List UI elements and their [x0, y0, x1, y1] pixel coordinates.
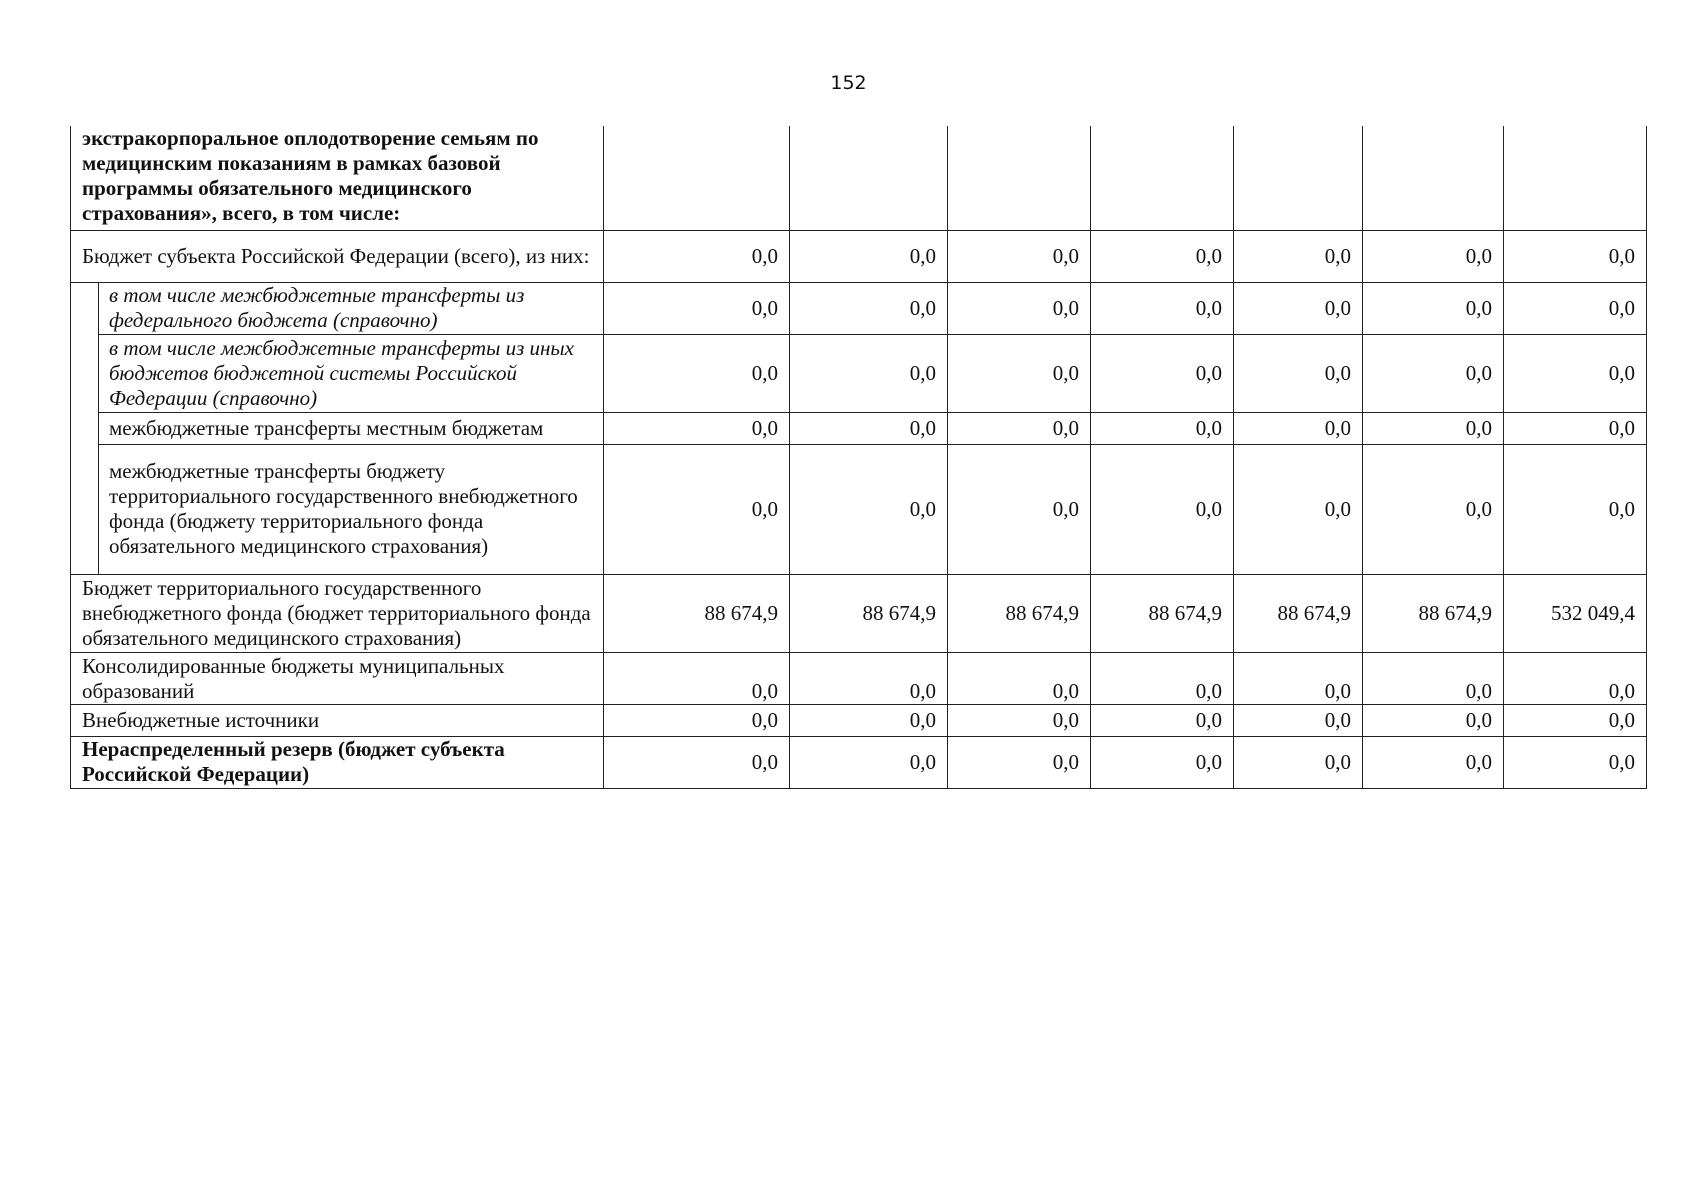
value-cell: 0,0	[1234, 412, 1363, 444]
value-cell: 0,0	[1234, 230, 1363, 282]
value-cell: 0,0	[604, 736, 790, 788]
value-cell: 0,0	[1234, 736, 1363, 788]
value-cell: 0,0	[1363, 412, 1504, 444]
indent-cell	[71, 282, 99, 574]
value-cell: 0,0	[1363, 334, 1504, 412]
row-label: межбюджетные трансферты местным бюджетам	[99, 412, 604, 444]
value-cell: 0,0	[1091, 412, 1234, 444]
value-cell: 0,0	[1504, 736, 1647, 788]
value-cell: 0,0	[1504, 652, 1647, 704]
value-cell	[948, 126, 1091, 230]
value-cell: 88 674,9	[948, 574, 1091, 652]
table-row	[71, 444, 1647, 574]
value-cell: 0,0	[1363, 444, 1504, 574]
value-cell: 0,0	[1234, 282, 1363, 334]
value-cell: 0,0	[948, 652, 1091, 704]
value-cell: 88 674,9	[1234, 574, 1363, 652]
value-cell: 0,0	[790, 704, 948, 736]
value-cell: 0,0	[790, 444, 948, 574]
table-row	[71, 334, 1647, 412]
value-cell: 0,0	[604, 704, 790, 736]
row-label: Бюджет субъекта Российской Федерации (всего), из них:	[71, 230, 604, 282]
row-label: в том числе межбюджетные трансферты из федерального бюджета (справочно)	[99, 282, 604, 334]
value-cell: 88 674,9	[1091, 574, 1234, 652]
value-cell: 0,0	[1091, 334, 1234, 412]
value-cell: 0,0	[1363, 282, 1504, 334]
row-label: Нераспределенный резерв (бюджет субъекта Российской Федерации)	[71, 736, 604, 788]
table-row	[71, 126, 1647, 230]
value-cell: 0,0	[1234, 334, 1363, 412]
value-cell: 0,0	[1234, 444, 1363, 574]
value-cell: 0,0	[790, 230, 948, 282]
value-cell: 0,0	[604, 652, 790, 704]
value-cell: 0,0	[1363, 704, 1504, 736]
value-cell	[1091, 126, 1234, 230]
value-cell: 88 674,9	[604, 574, 790, 652]
value-cell: 0,0	[1234, 704, 1363, 736]
value-cell	[1234, 126, 1363, 230]
value-cell: 0,0	[604, 444, 790, 574]
row-label: в том числе межбюджетные трансферты из иных бюджетов бюджетной системы Российской Федерации (справочно)	[99, 334, 604, 412]
value-cell: 0,0	[790, 736, 948, 788]
value-cell: 0,0	[948, 736, 1091, 788]
value-cell: 0,0	[948, 444, 1091, 574]
value-cell: 0,0	[1363, 652, 1504, 704]
value-cell: 0,0	[1504, 704, 1647, 736]
value-cell: 0,0	[1504, 444, 1647, 574]
table-row	[71, 652, 1647, 704]
table-row	[71, 282, 1647, 334]
table-row	[71, 412, 1647, 444]
value-cell: 0,0	[604, 282, 790, 334]
table-row	[71, 230, 1647, 282]
value-cell: 0,0	[1363, 736, 1504, 788]
value-cell: 0,0	[1363, 230, 1504, 282]
value-cell: 0,0	[1504, 230, 1647, 282]
value-cell: 0,0	[948, 412, 1091, 444]
value-cell: 0,0	[790, 412, 948, 444]
table-row	[71, 736, 1647, 788]
row-label: Бюджет территориального государственного внебюджетного фонда (бюджет территориального фонда обязательного медицинского страхования)	[71, 574, 604, 652]
value-cell: 532 049,4	[1504, 574, 1647, 652]
value-cell: 0,0	[1091, 282, 1234, 334]
value-cell: 88 674,9	[1363, 574, 1504, 652]
value-cell	[1504, 126, 1647, 230]
value-cell: 0,0	[604, 230, 790, 282]
value-cell	[1363, 126, 1504, 230]
value-cell: 88 674,9	[790, 574, 948, 652]
value-cell: 0,0	[1504, 334, 1647, 412]
value-cell: 0,0	[948, 704, 1091, 736]
value-cell: 0,0	[1504, 282, 1647, 334]
value-cell	[604, 126, 790, 230]
value-cell: 0,0	[948, 334, 1091, 412]
value-cell: 0,0	[1234, 652, 1363, 704]
value-cell: 0,0	[1504, 412, 1647, 444]
value-cell: 0,0	[948, 282, 1091, 334]
value-cell: 0,0	[604, 412, 790, 444]
value-cell: 0,0	[948, 230, 1091, 282]
row-label: межбюджетные трансферты бюджету территориального государственного внебюджетного фонда (бюджету территориального фонда обязательного медицинского страхования)	[99, 444, 604, 574]
page-number: 152	[830, 72, 867, 94]
row-label: Внебюджетные источники	[71, 704, 604, 736]
value-cell: 0,0	[790, 652, 948, 704]
row-label: экстракорпоральное оплодотворение семьям по медицинским показаниям в рамках базовой программы обязательного медицинского страхования», всего, в том числе:	[71, 126, 604, 230]
value-cell: 0,0	[790, 334, 948, 412]
financing-table	[70, 126, 1647, 789]
row-label: Консолидированные бюджеты муниципальных образований	[71, 652, 604, 704]
table-row	[71, 574, 1647, 652]
value-cell: 0,0	[1091, 736, 1234, 788]
value-cell: 0,0	[1091, 444, 1234, 574]
value-cell	[790, 126, 948, 230]
value-cell: 0,0	[1091, 230, 1234, 282]
value-cell: 0,0	[790, 282, 948, 334]
value-cell: 0,0	[1091, 704, 1234, 736]
value-cell: 0,0	[604, 334, 790, 412]
table-row	[71, 704, 1647, 736]
value-cell: 0,0	[1091, 652, 1234, 704]
